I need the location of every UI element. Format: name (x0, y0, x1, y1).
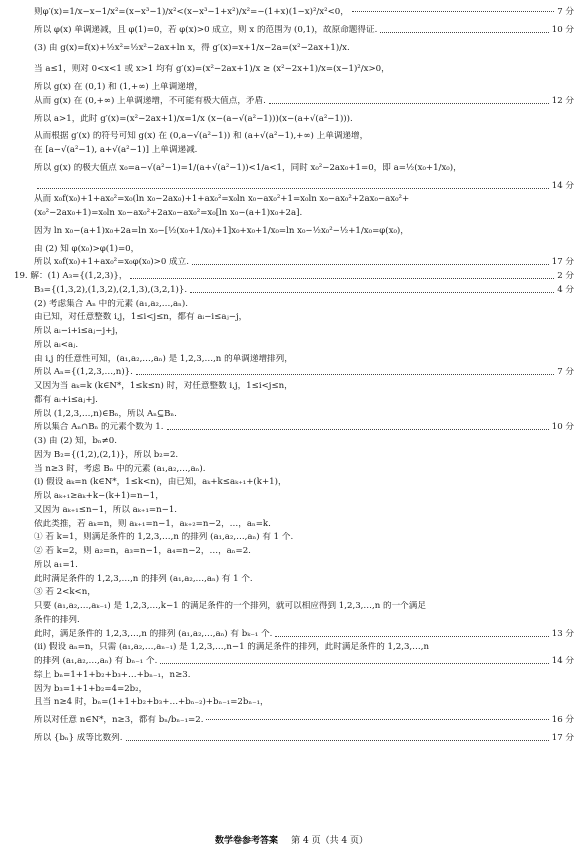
dot-leader (206, 718, 548, 720)
solution-line-text: 所以 aₖ₊₁≥aₖ+k−(k+1)=n−1， (34, 491, 164, 501)
score-mark: 13 分 (551, 628, 574, 639)
score-mark: 7 分 (557, 367, 574, 378)
solution-line-text: 在 [a−√(a²−1), a+√(a²−1)] 上单调递减. (34, 145, 198, 155)
page-footer (0, 833, 583, 846)
solution-line-text: 所以 Aₙ={(1,2,3,…,n)}. (34, 367, 133, 378)
solution-line-text: ③ 若 2<k<n， (34, 587, 96, 598)
solution-line (14, 271, 574, 282)
solution-line (14, 697, 574, 708)
solution-line-text: 所以 {bₙ} 成等比数列. (34, 732, 123, 743)
footer-page-number: 第 4 页（共 4 页） (291, 836, 369, 846)
solution-line (14, 464, 574, 475)
solution-line-text: 因为 B₂={(1,2),(2,1)}，所以 b₂=2. (34, 449, 179, 460)
solution-line (14, 208, 574, 219)
solution-line (14, 450, 574, 461)
solution-line-text: 所以 g(x) 的极大值点 x₀=a−√(a²−1)=1/(a+√(a²−1))<1/a<1，同时 x₀²−2ax₀+1=0，即 a=½(x₀+1/x₀)， (34, 162, 462, 173)
solution-line (14, 60, 574, 79)
solution-line-text: 又因为 aₖ₊₁≤n−1，所以 aₖ₊₁=n−1. (34, 504, 178, 515)
score-mark: 2 分 (557, 271, 574, 281)
solution-line-text: 所以 φ(x) 单调递减，且 φ(1)=0，若 φ(x)>0 成立，则 x 的范围为 (0,1)，故原命题得证. (34, 24, 378, 35)
solution-line-text: 所以 aᵢ−i+i≤aⱼ−j+j， (34, 326, 124, 336)
solution-line (14, 477, 574, 488)
score-mark: 14 分 (551, 656, 574, 666)
solution-line-text: 从而 g(x) 在 (0,+∞) 上单调递增，不可能有极大值点，矛盾. (34, 95, 266, 106)
score-mark: 10 分 (551, 422, 574, 433)
score-mark: 4 分 (557, 284, 574, 295)
solution-line-text: (i) 假设 aₖ=n (k∈N*，1≤k<n)，由已知，aₖ+k≤aₖ₊₁+(k+1)， (34, 477, 287, 488)
solution-line (14, 194, 574, 205)
solution-line-text: 当 a≤1，则对 0<x<1 或 x>1 均有 g′(x)=(x²−2ax+1)/x ≥ (x²−2x+1)/x=(x−1)²/x>0， (34, 64, 390, 75)
solution-line-text: ② 若 k=2，则 a₂=n，a₃=n−1，a₄=n−2，…，aₙ=2. (34, 546, 251, 556)
solution-line-text: 由 (2) 知 φ(x₀)>φ(1)=0， (34, 243, 140, 254)
solution-line-text: 所以对任意 n∈N*，n≥3，都有 bₙ/bₙ₋₁=2. (34, 715, 204, 725)
solution-line (14, 381, 574, 392)
dot-leader (190, 291, 554, 293)
solution-line (14, 436, 574, 447)
solution-line (14, 629, 574, 640)
solution-line (14, 560, 574, 571)
solution-line (14, 615, 574, 626)
solution-line-text: (ii) 假设 aₙ=n，只需 (a₁,a₂,…,aₙ₋₁) 是 1,2,3,…,n−1 的满足条件的排列，此时满足条件的 1,2,3,…,n (34, 642, 430, 653)
solution-line (14, 39, 574, 58)
solution-line (14, 3, 574, 22)
dot-leader (380, 31, 548, 33)
solution-line (14, 299, 574, 310)
solution-line (14, 587, 574, 598)
score-mark: 16 分 (551, 715, 574, 725)
solution-line (14, 546, 574, 557)
score-mark: 17 分 (551, 732, 574, 743)
solution-line (14, 670, 574, 681)
solution-line (14, 131, 574, 142)
solution-line-text: 又因为当 aₖ=k (k∈N*，1≤k≤n) 时，对任意整数 i,j，1≤i<j≤n， (34, 381, 293, 391)
score-mark: 14 分 (551, 180, 574, 191)
solution-line (14, 601, 574, 612)
dot-leader (269, 102, 549, 104)
solution-line-text: 所以 (1,2,3,…,n)∈Bₙ，所以 Aₙ⊆Bₙ. (34, 408, 177, 419)
solution-line-text: 所以 aᵢ<aⱼ. (34, 339, 79, 350)
solution-line (14, 711, 574, 730)
solution-line-text: 则φ′(x)=1/x−x−1/x²=(x−x³−1)/x²<(x−x³−1+x²)/x²=−(1+x)(1−x)²/x²<0， (34, 7, 349, 17)
solution-line (14, 733, 574, 744)
solution-line-text: 此时，满足条件的 1,2,3,…,n 的排列 (a₁,a₂,…,aₙ) 有 bₖ₋₁ 个. (34, 628, 273, 639)
dot-leader (160, 662, 548, 664)
solution-body (14, 3, 574, 747)
solution-line (14, 532, 574, 543)
solution-line (14, 642, 574, 653)
solution-line (14, 354, 574, 365)
solution-line-text: 所以 g(x) 在 (0,1) 和 (1,+∞) 上单调递增， (34, 82, 204, 92)
solution-line-text: 所以 a>1，此时 g′(x)=(x²−2ax+1)/x=1/x (x−(a−√(a²−1)))(x−(a+√(a²−1))). (34, 113, 353, 124)
solution-line (14, 96, 574, 107)
solution-line (14, 159, 574, 178)
solution-line (14, 519, 574, 530)
solution-line (14, 285, 574, 296)
solution-line-text: 所以 x₀f(x₀)+1+ax₀²=x₀φ(x₀)>0 成立. (34, 257, 189, 268)
solution-line-text: (x₀²−2ax₀+1)=x₀ln x₀−ax₀²+2ax₀−ax₀²=x₀[ln x₀−(a+1)x₀+2a]. (34, 208, 303, 218)
solution-line-text: B₃={(1,3,2),(1,3,2),(2,1,3),(3,2,1)}. (34, 284, 188, 295)
dot-leader (192, 263, 549, 265)
dot-leader (126, 739, 549, 741)
solution-line (14, 82, 574, 93)
solution-line-text: 都有 aᵢ+i≤aⱼ+j. (34, 394, 98, 405)
score-mark: 12 分 (551, 95, 574, 106)
solution-line (14, 505, 574, 516)
solution-line-text: 当 n≥3 时，考虑 Bₙ 中的元素 (a₁,a₂,…,aₙ). (34, 463, 206, 474)
score-mark: 7 分 (557, 7, 574, 17)
solution-line-text: 由已知，对任意整数 i,j，1≤i<j≤n，都有 aᵢ−i≤aⱼ−j， (34, 312, 248, 323)
solution-line (14, 656, 574, 667)
solution-line (14, 367, 574, 378)
solution-line (14, 244, 574, 255)
solution-line-text: 条件的排列. (34, 614, 80, 625)
solution-line-text: 综上 bₙ=1+1+b₂+b₃+…+bₙ₋₁，n≥3. (34, 669, 191, 680)
score-mark: 17 分 (551, 257, 574, 268)
solution-line (14, 181, 574, 192)
solution-line-text: ① 若 k=1，则满足条件的 1,2,3,…,n 的排列 (a₁,a₂,…,aₙ) 有 1 个. (34, 532, 294, 543)
solution-line-text: 从而根据 g′(x) 的符号可知 g(x) 在 (0,a−√(a²−1)) 和 (a+√(a²−1),+∞) 上单调递增， (34, 131, 369, 142)
dot-leader (136, 373, 554, 375)
solution-line-text: 的排列 (a₁,a₂,…,aₙ) 有 bₙ₋₁ 个. (34, 656, 158, 666)
solution-line (14, 326, 574, 337)
solution-line (14, 257, 574, 268)
solution-line (14, 684, 574, 695)
footer-title: 数学卷参考答案 (214, 836, 278, 846)
solution-line (14, 340, 574, 351)
solution-line (14, 574, 574, 585)
solution-line (14, 110, 574, 129)
solution-line-text: 此时满足条件的 1,2,3,…,n 的排列 (a₁,a₂,…,aₙ) 有 1 个. (34, 573, 253, 584)
solution-line-text: 所以 a₁=1. (34, 559, 78, 570)
solution-line-text: 依此类推，若 aₖ=n，则 aₖ₊₁=n−1，aₖ₊₂=n−2，…，aₙ=k. (34, 518, 271, 529)
solution-line (14, 491, 574, 502)
solution-line (14, 222, 574, 241)
solution-line-text: 由 i,j 的任意性可知，(a₁,a₂,…,aₙ) 是 1,2,3,…,n 的单调递增排列， (34, 353, 293, 364)
solution-line-text: 19. 解：(1) A₃={(1,2,3)}， (14, 271, 128, 281)
solution-line-text: (3) 由 g(x)=f(x)+½x²=½x²−2ax+ln x，得 g′(x)=x+1/x−2a=(x²−2ax+1)/x. (34, 42, 350, 53)
solution-line (14, 395, 574, 406)
solution-line (14, 145, 574, 156)
dot-leader (352, 10, 554, 12)
solution-line-text: 所以集合 Aₙ∩Bₙ 的元素个数为 1. (34, 422, 164, 433)
score-mark: 10 分 (551, 24, 574, 35)
dot-leader (37, 187, 549, 189)
solution-line-text: 从而 x₀f(x₀)+1+ax₀²=x₀(ln x₀−2ax₀)+1+ax₀²=x₀ln x₀−ax₀²+1=x₀ln x₀−ax₀²+2ax₀−ax₀²+ (34, 194, 410, 205)
solution-line-text: 因为 ln x₀−(a+1)x₀+2a=ln x₀−[½(x₀+1/x₀)+1]x₀+x₀+1/x₀=ln x₀−½x₀²−½+1/x₀=φ(x₀)， (34, 225, 409, 236)
solution-line-text: (3) 由 (2) 知，bₙ≠0. (34, 436, 117, 446)
solution-line-text: (2) 考虑集合 Aₙ 中的元素 (a₁,a₂,…,aₙ). (34, 298, 188, 309)
solution-line (14, 312, 574, 323)
dot-leader (130, 277, 554, 279)
dot-leader (275, 635, 548, 637)
solution-line (14, 25, 574, 36)
solution-line-text: 只要 (a₁,a₂,…,aₖ₋₁) 是 1,2,3,…,k−1 的满足条件的一个排列，就可以相应得到 1,2,3,…,n 的一个满足 (34, 601, 426, 611)
solution-line (14, 422, 574, 433)
solution-line (14, 409, 574, 420)
dot-leader (167, 428, 549, 430)
solution-line-text: 因为 b₃=1+1+b₂=4=2b₂， (34, 683, 148, 694)
solution-line-text: 且当 n≥4 时，bₙ=(1+1+b₂+b₃+…+bₙ₋₂)+bₙ₋₁=2bₙ₋₁， (34, 697, 269, 708)
